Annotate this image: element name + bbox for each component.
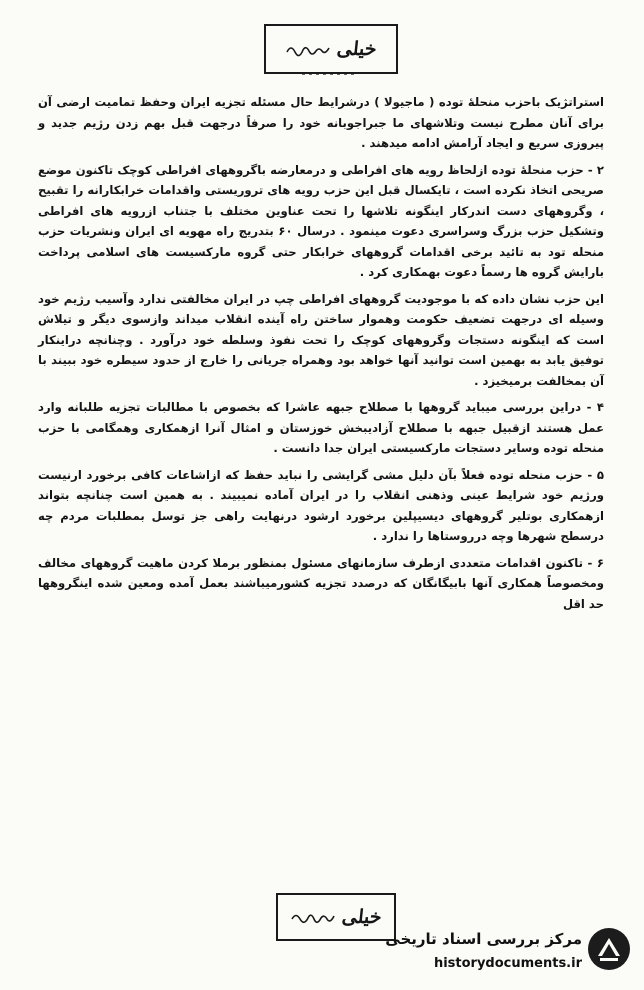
paragraph-4: ۴ - دراین بررسی میباید گروهها با صطلاح جبهه عاشرا که بخصوص با مطالبات تجزیه طلبانه وارد عمل هستند ازقبیل جبهه با صطلاح آزادیبخش خوزستان و امثال آنرا ازهمکاری وهمگامی با حزب منحله توده وسایر دستجات مارکسیستی ایران جدا دانست . [38, 400, 604, 455]
paragraph-3: این حزب نشان داده که با موجودیت گروههای افراطی چپ در ایران مخالفتی ندارد وآسیب رژیم خود وسیله ای درجهت تضعیف حکومت وهموار ساختن راه آینده انقلاب میداند وازسوی دیگر و تیلاش است که اینگونه دستجات وگروههای کوچک را تحت نفوذ وسلطه خود درآورد . وچنانچه دراینکار توفیق یابد به بهمین است توانید آنها خواهد بود وهمراه جریانی را خارج از حدود سیطره خود ببیند با آن بمخالفت برمیخیزد . [38, 291, 604, 388]
stamp-signature-scribble [290, 908, 336, 926]
stamp-signature-scribble [285, 40, 331, 58]
archive-watermark [370, 924, 632, 982]
stamp-underline-mark [298, 68, 358, 80]
paragraph-5: ۵ - حزب منحله توده فعلاً بآن دلیل مشی گرایشی را نباید حفظ که ازاشاعات کافی برخورد ارنیست ورژیم خود شرایط عینی وذهنی انقلاب را در ایران آماده نمیبیند . به همین است چنانچه بتواند ازهمکاری بوتلیر گروههای دیسیپلین برخورد ارشود درنهایت راهی جز توسل بمطلبات مردم چه درسطح شهرها وچه درروستاها را ندارد . [38, 467, 604, 543]
stamp-word: خیلی [336, 38, 378, 60]
document-body [38, 92, 604, 618]
paragraph-6: ۶ - تاکنون اقدامات متعددی ازطرف سازمانهای مسئول بمنظور برملا کردن ماهیت گروههای مخالف ومخصوصاً همکاری آنها بابیگانگان که درصدد تجزیه کشورمیباشند بعمل آمده ومعین شده اینگروهها حد اقل [38, 555, 604, 611]
classification-stamp-top [264, 24, 398, 74]
archive-logo-icon [586, 926, 632, 972]
watermark-title: مرکز بررسی اسناد تاریخی [385, 930, 582, 948]
stamp-word: خیلی [341, 906, 383, 928]
paragraph-intro: استراتژیک باحزب منحلهٔ توده ( ماجیولا ) درشرایط حال مسئله تجزیه ایران وحفظ تمامیت ارضی آن برای آنان مطرح نیست وتلاشهای ما جبراجوبانه خود را صرفاً درجهت قبل بهم زدن رژیم جدید و پیروزی سریع و ایجاد آرامش ادامه میدهند . [38, 95, 604, 150]
paragraph-2: ۲ - حزب منحلهٔ توده ازلحاظ رویه های افراطی و درمعارضه باگروههای افراطی کوچک تاکنون موضع صریحی اتخاذ نکرده است ، تایکسال قبل این حزب رویه های تروریستی واقدامات خرابکارانه را تقبیح ، وگروههای دست اندرکار اینگونه تلاشها را تحت عناوین مختلف با جتناب ازرویه های افراطی وتشکیل حزب بزرگ وسراسری دعوت مینمود . درسال ۶۰ بتدریج راه مهویه ای ایران ونشریات حزب منحله تود به تائید برخی اقدامات گروههای خرابکار حتی گروه مارکسیست های اسلامی پرداخت بارایش گروه ها رسماً دعوت بهمکاری کرد . [38, 162, 604, 279]
watermark-url: historydocuments.ir [433, 956, 582, 971]
